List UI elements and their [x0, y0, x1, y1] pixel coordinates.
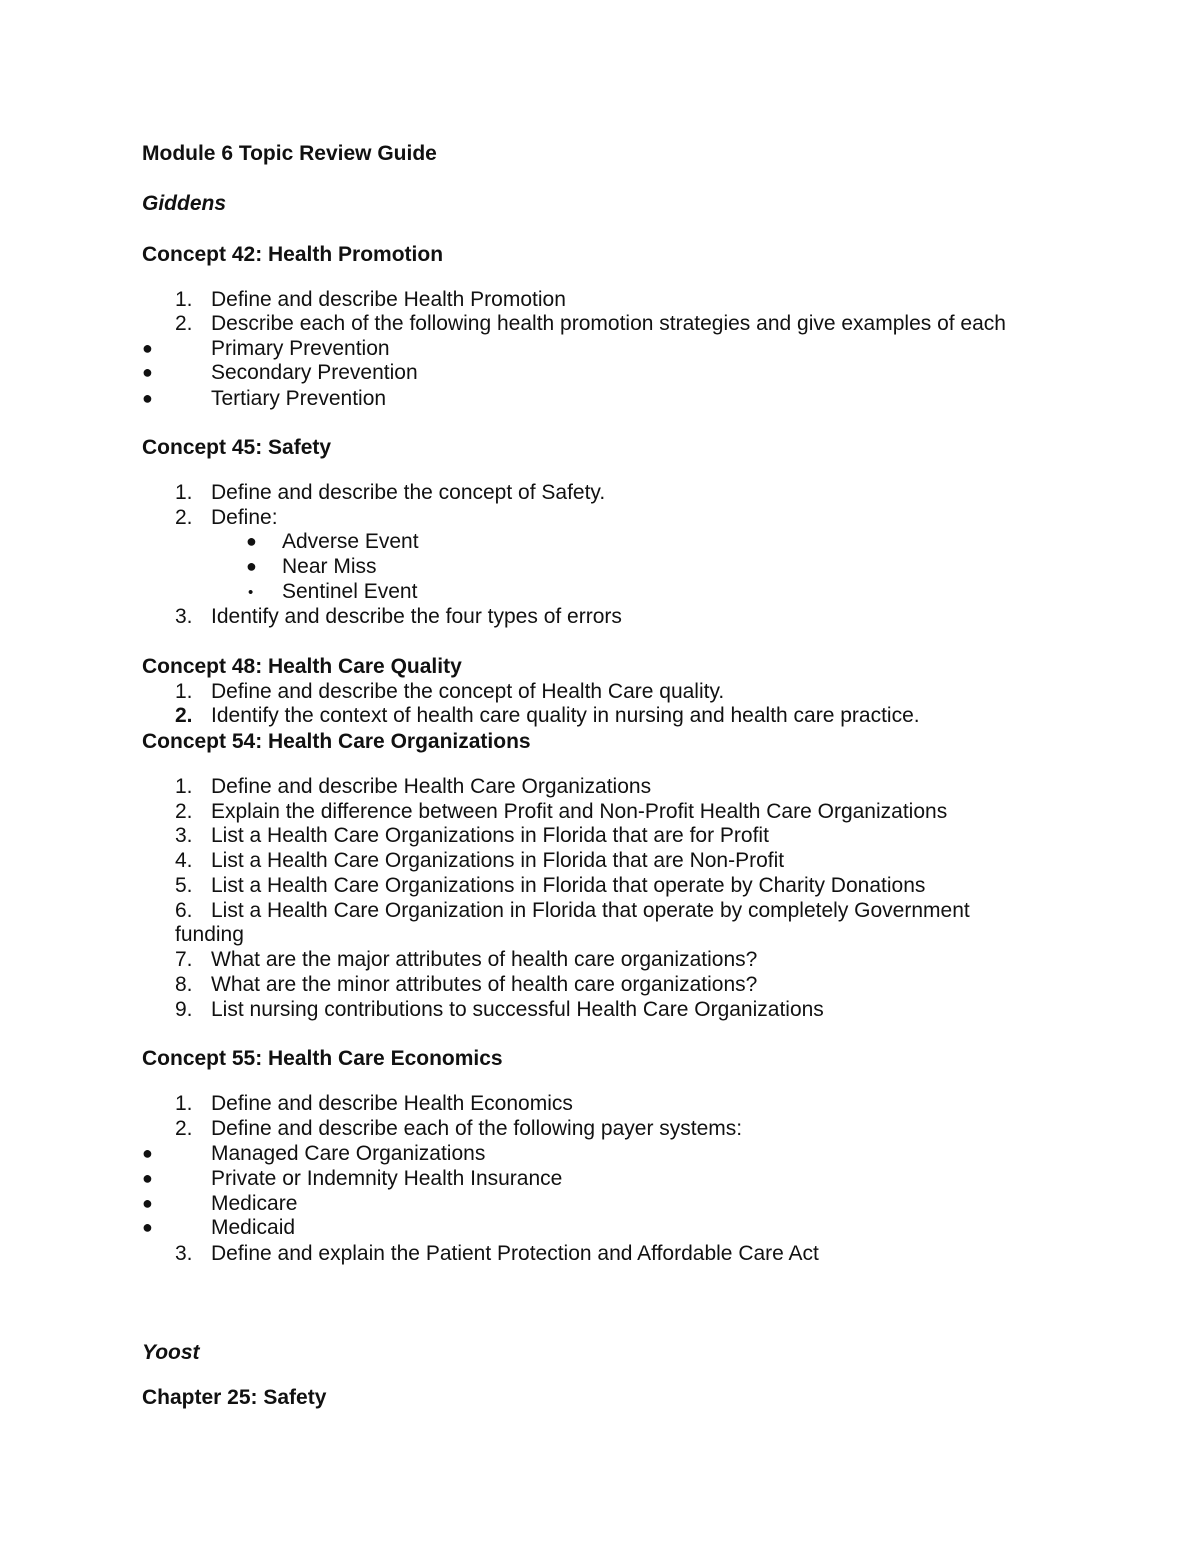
- item-number: 1.: [175, 481, 193, 504]
- item-number: 1.: [175, 288, 193, 311]
- bullet-text: Near Miss: [282, 555, 377, 578]
- item-text: Describe each of the following health promotion strategies and give examples of each: [211, 312, 1006, 335]
- item-text: Define and describe Health Care Organizations: [211, 775, 652, 798]
- bullet-text: Managed Care Organizations: [211, 1142, 486, 1165]
- item-text: List a Health Care Organizations in Florida that are for Profit: [211, 824, 769, 847]
- item-number: 2.: [175, 1117, 193, 1140]
- bullet-icon: ●: [142, 362, 153, 382]
- bullet-icon: ●: [246, 531, 257, 551]
- bullet-icon: ●: [142, 1193, 153, 1213]
- bullet-icon: •: [248, 584, 254, 601]
- item-text: Define and describe each of the following payer systems:: [211, 1117, 743, 1140]
- item-number: 2.: [175, 800, 193, 823]
- item-number: 4.: [175, 849, 193, 872]
- bullet-text: Secondary Prevention: [211, 361, 418, 384]
- item-number: 1.: [175, 680, 193, 703]
- item-number: 2.: [175, 704, 193, 727]
- chapter-25-heading: Chapter 25: Safety: [142, 1386, 327, 1409]
- bullet-text: Private or Indemnity Health Insurance: [211, 1167, 563, 1190]
- bullet-text: Medicare: [211, 1192, 298, 1215]
- item-text: Explain the difference between Profit and Non-Profit Health Care Organizations: [211, 800, 948, 823]
- item-number: 1.: [175, 775, 193, 798]
- bullet-icon: ●: [142, 1217, 153, 1237]
- item-text-continuation: funding: [175, 923, 244, 946]
- item-number: 5.: [175, 874, 193, 897]
- bullet-text: Medicaid: [211, 1216, 296, 1239]
- concept-45-heading: Concept 45: Safety: [142, 436, 332, 459]
- item-text: List a Health Care Organization in Florida that operate by completely Government: [211, 899, 970, 922]
- item-text: Identify the context of health care quality in nursing and health care practice.: [211, 704, 920, 727]
- bullet-icon: ●: [142, 1143, 153, 1163]
- item-number: 1.: [175, 1092, 193, 1115]
- item-text: Define and describe the concept of Health Care quality.: [211, 680, 725, 703]
- item-text: Identify and describe the four types of errors: [211, 605, 622, 628]
- item-number: 7.: [175, 948, 193, 971]
- concept-48-heading: Concept 48: Health Care Quality: [142, 655, 462, 678]
- item-number: 6.: [175, 899, 193, 922]
- bullet-icon: ●: [142, 338, 153, 358]
- document-title: Module 6 Topic Review Guide: [142, 142, 437, 165]
- item-text: Define and explain the Patient Protection and Affordable Care Act: [211, 1242, 819, 1265]
- item-text: Define:: [211, 506, 278, 529]
- concept-42-heading: Concept 42: Health Promotion: [142, 243, 444, 266]
- item-number: 3.: [175, 824, 193, 847]
- section-giddens: Giddens: [142, 192, 227, 215]
- item-number: 8.: [175, 973, 193, 996]
- item-text: Define and describe Health Economics: [211, 1092, 573, 1115]
- bullet-icon: ●: [142, 388, 153, 408]
- item-text: Define and describe the concept of Safety.: [211, 481, 606, 504]
- item-text: Define and describe Health Promotion: [211, 288, 566, 311]
- item-number: 9.: [175, 998, 193, 1021]
- bullet-text: Primary Prevention: [211, 337, 390, 360]
- item-text: What are the minor attributes of health care organizations?: [211, 973, 758, 996]
- item-text: What are the major attributes of health care organizations?: [211, 948, 758, 971]
- item-text: List a Health Care Organizations in Florida that operate by Charity Donations: [211, 874, 926, 897]
- item-number: 3.: [175, 1242, 193, 1265]
- bullet-text: Adverse Event: [282, 530, 419, 553]
- concept-54-heading: Concept 54: Health Care Organizations: [142, 730, 531, 753]
- item-number: 3.: [175, 605, 193, 628]
- section-yoost: Yoost: [142, 1341, 200, 1364]
- concept-55-heading: Concept 55: Health Care Economics: [142, 1047, 503, 1070]
- bullet-text: Sentinel Event: [282, 580, 418, 603]
- bullet-text: Tertiary Prevention: [211, 387, 387, 410]
- item-number: 2.: [175, 506, 193, 529]
- item-number: 2.: [175, 312, 193, 335]
- item-text: List nursing contributions to successful Health Care Organizations: [211, 998, 824, 1021]
- bullet-icon: ●: [142, 1168, 153, 1188]
- bullet-icon: ●: [246, 556, 257, 576]
- item-text: List a Health Care Organizations in Florida that are Non-Profit: [211, 849, 785, 872]
